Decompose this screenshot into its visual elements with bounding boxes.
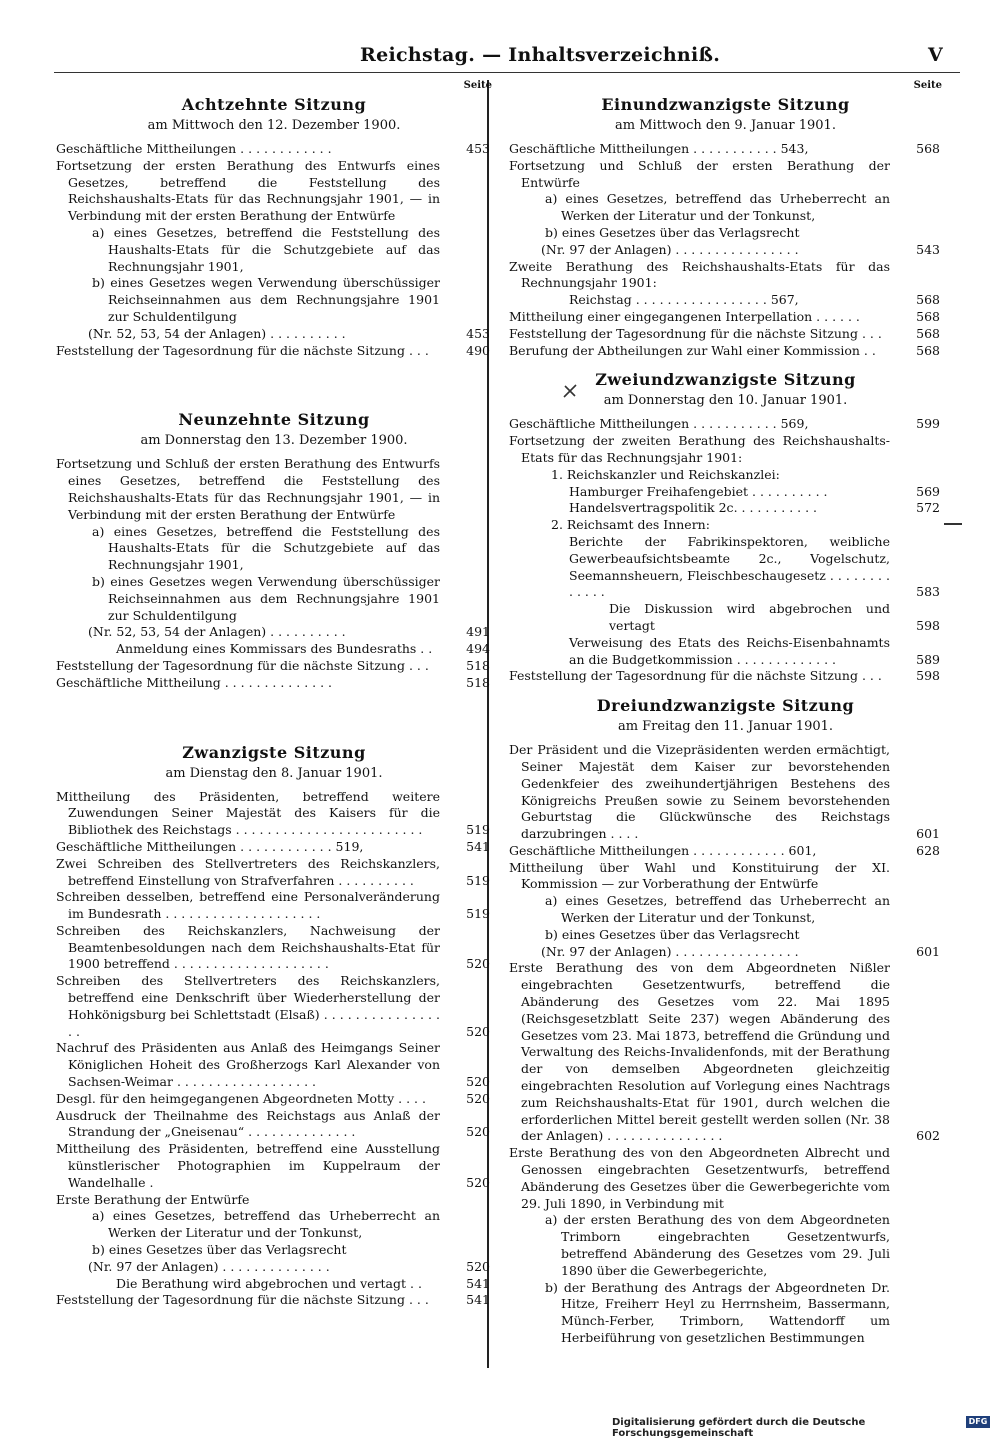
- entry-text: Der Präsident und die Vizepräsidenten werden ermächtigt, Seiner Majestät dem Kaiser zur bevorstehenden Gedenkfeier des zweihundertjährigen Bestehens des Königreichs Preußen sowie zu Seinem bevorstehenden Geburtstag die Glückwünsche des Reichstags darzubringen . . . .: [509, 742, 890, 842]
- entry-text: Feststellung der Tagesordnung für die nächste Sitzung . . .: [56, 657, 429, 673]
- toc-entry: [509, 433, 942, 467]
- toc-entry: [56, 1259, 492, 1276]
- entry-page: 518: [466, 657, 490, 673]
- session-dreiundzwanzigste: [509, 695, 942, 1347]
- entry-page: 518: [466, 674, 490, 690]
- session-title: Achtzehnte Sitzung: [181, 95, 367, 114]
- running-title: Reichstag. — Inhaltsverzeichniß.: [360, 44, 721, 66]
- toc-entry: [56, 889, 492, 923]
- entry-text: b) eines Gesetzes wegen Verwendung überschüssiger Reichseinnahmen aus dem Rechnungsjahre 1901 zur Schuldentilgung: [92, 573, 440, 623]
- entry-text: Berichte der Fabrikinspektoren, weibliche Gewerbeaufsichtsbeamte 2c., Vogelschutz, Seemannsheuern, Fleischbeschaugesetz . . . . . . . . . . . . .: [569, 533, 890, 600]
- entry-page: 541: [466, 1292, 490, 1308]
- entry-list: [56, 141, 492, 359]
- session-einundzwanzigste: [509, 94, 942, 359]
- toc-entry: [509, 484, 942, 501]
- toc-entry: [509, 141, 942, 158]
- entry-page: 598: [916, 668, 940, 684]
- entry-page: 453: [466, 141, 490, 156]
- entry-text: a) eines Gesetzes, betreffend das Urheberrecht an Werken der Literatur und der Tonkunst,: [92, 1208, 440, 1241]
- toc-entry: [56, 141, 492, 158]
- toc-entry: [56, 923, 492, 973]
- entry-text: a) eines Gesetzes, betreffend die Feststellung des Haushalts-Etats für die Schutzgebiete auf das Rechnungsjahr 1901,: [92, 523, 440, 573]
- toc-entry: [509, 326, 942, 343]
- entry-text: Anmeldung eines Kommissars des Bundesraths . .: [116, 641, 433, 657]
- entry-page: 568: [916, 141, 940, 156]
- entry-page: 541: [466, 1275, 490, 1291]
- toc-entry: [56, 1040, 492, 1090]
- toc-entry: [509, 860, 942, 894]
- entry-text: Geschäftliche Mittheilungen . . . . . . . . . . . . 601,: [509, 842, 817, 858]
- toc-entry: [509, 343, 942, 360]
- toc-entry: [56, 1208, 492, 1242]
- toc-entry: [56, 1242, 492, 1259]
- entry-page: 519: [466, 906, 490, 922]
- entry-text: Schreiben desselben, betreffend eine Personalveränderung im Bundesrath . . . . . . . . . . . . . . . . . . . .: [56, 889, 440, 922]
- entry-page: 602: [916, 1128, 940, 1144]
- toc-entry: [56, 1292, 492, 1309]
- entry-text: Mittheilung über Wahl und Konstituirung der XI. Kommission — zur Vorberathung der Entwürfe: [509, 859, 890, 892]
- toc-entry: [56, 1108, 492, 1142]
- toc-entry: [509, 534, 942, 601]
- toc-entry: [56, 856, 492, 890]
- entry-text: 1. Reichskanzler und Reichskanzlei:: [551, 466, 780, 482]
- entry-text: a) eines Gesetzes, betreffend die Feststellung des Haushalts-Etats für die Schutzgebiete auf das Rechnungsjahr 1901,: [92, 224, 440, 274]
- session-neunzehnte: [56, 409, 492, 691]
- toc-entry: [509, 242, 942, 259]
- toc-entry: [509, 1212, 942, 1279]
- toc-entry: [56, 973, 492, 1040]
- entry-text: Fortsetzung der zweiten Berathung des Reichshaushalts-Etats für das Rechnungsjahr 1901:: [509, 433, 890, 465]
- toc-entry: [56, 1091, 492, 1108]
- entry-page: 599: [916, 416, 940, 432]
- entry-text: Geschäftliche Mittheilungen . . . . . . . . . . . .: [56, 141, 332, 156]
- entry-page: 520: [466, 1023, 490, 1039]
- toc-entry: [509, 635, 942, 669]
- entry-page: 568: [916, 342, 940, 358]
- toc-entry: [509, 960, 942, 1145]
- entry-text: a) eines Gesetzes, betreffend das Urheberrecht an Werken der Literatur und der Tonkunst,: [545, 893, 890, 926]
- session-date: am Dienstag den 8. Januar 1901.: [165, 765, 383, 781]
- toc-entry: [509, 191, 942, 225]
- toc-entry: [56, 456, 492, 523]
- toc-entry: [509, 259, 942, 293]
- toc-entry: [509, 944, 942, 961]
- entry-text: Die Berathung wird abgebrochen und vertagt . .: [116, 1275, 422, 1291]
- session-date: am Donnerstag den 10. Januar 1901.: [603, 393, 848, 409]
- entry-page: 601: [916, 943, 940, 959]
- toc-entry: [509, 601, 942, 635]
- entry-text: b) eines Gesetzes über das Verlagsrecht: [545, 224, 800, 240]
- toc-entry: [509, 500, 942, 517]
- entry-text: Feststellung der Tagesordnung für die nächste Sitzung . . .: [56, 342, 429, 358]
- entry-page: 572: [916, 500, 940, 516]
- entry-page: 589: [916, 651, 940, 667]
- entry-page: 494: [466, 641, 490, 657]
- session-title: Dreiundzwanzigste Sitzung: [596, 696, 855, 716]
- entry-text: (Nr. 52, 53, 54 der Anlagen) . . . . . . . . . .: [88, 624, 346, 640]
- entry-page: 519: [466, 822, 490, 838]
- entry-page: 453: [466, 325, 490, 341]
- entry-text: Erste Berathung des von dem Abgeordneten Nißler eingebrachten Gesetzentwurfs, betreffend die Abänderung des Gesetzes vom 22. Mai 1895 (Reichsgesetzblatt Seite 237) wegen Abänderung des Gesetzes vom 23. Mai 1873, betreffend die Gründung und Verwaltung des Reichs-Invalidenfonds, mit der Berathung der von demselben Abgeordneten gleichzeitig eingebrachten Resolution auf Vorlegung eines Nachtrags zum Reichshaushalts-Etat für 1901, durch welchen die erforderlichen Mittel bereit gestellt werden sollen (Nr. 38 der Anlagen) . . . . . . . . . . . . . . .: [509, 960, 890, 1144]
- entry-text: Ausdruck der Theilnahme des Reichstags aus Anlaß der Strandung der „Gneisenau“ . . . . . . . . . . . . . .: [56, 1107, 440, 1140]
- entry-page: 543: [916, 241, 940, 257]
- entry-text: Mittheilung des Präsidenten, betreffend weitere Zuwendungen Seiner Majestät des Kaisers für die Bibliothek des Reichstags . . . . . . . . . . . . . . . . . . . . . . . .: [56, 788, 440, 838]
- entry-text: Feststellung der Tagesordnung für die nächste Sitzung . . .: [509, 325, 882, 341]
- entry-page: 541: [466, 838, 490, 854]
- pencil-cross-mark: [561, 382, 579, 400]
- toc-entry: [509, 742, 942, 843]
- entry-text: a) eines Gesetzes, betreffend das Urheberrecht an Werken der Literatur und der Tonkunst,: [545, 191, 890, 224]
- dfg-logo: DFG: [966, 1416, 990, 1428]
- entry-text: Die Diskussion wird abgebrochen und vertagt: [609, 601, 890, 633]
- entry-page: 568: [916, 292, 940, 308]
- toc-entry: [509, 225, 942, 242]
- entry-text: Mittheilung des Präsidenten, betreffend eine Ausstellung künstlerischer Photographien im Kuppelraum der Wandelhalle .: [56, 1141, 440, 1190]
- entry-text: b) eines Gesetzes wegen Verwendung überschüssiger Reichseinnahmen aus dem Rechnungsjahre 1901 zur Schuldentilgung: [92, 275, 440, 324]
- toc-entry: [56, 1276, 492, 1293]
- toc-entry: [56, 789, 492, 839]
- entry-text: 2. Reichsamt des Innern:: [551, 517, 710, 533]
- toc-entry: [56, 675, 492, 692]
- session-zweiundzwanzigste: [509, 369, 942, 685]
- entry-text: Geschäftliche Mittheilungen . . . . . . . . . . . 543,: [509, 141, 809, 156]
- toc-entry: [56, 225, 492, 275]
- entry-text: (Nr. 97 der Anlagen) . . . . . . . . . . . . . .: [88, 1258, 330, 1274]
- entry-list: [56, 456, 492, 691]
- session-title: Neunzehnte Sitzung: [178, 410, 370, 430]
- toc-entry: [56, 641, 492, 658]
- seite-label: Seite: [463, 80, 492, 91]
- entry-text: (Nr. 97 der Anlagen) . . . . . . . . . . . . . . . .: [541, 943, 799, 959]
- entry-page: 520: [466, 1124, 490, 1140]
- session-achtzehnte: [56, 94, 492, 359]
- entry-text: Verweisung des Etats des Reichs-Eisenbahnamts an die Budgetkommission . . . . . . . . . . . . .: [569, 634, 890, 667]
- toc-entry: [56, 839, 492, 856]
- entry-text: Handelsvertragspolitik 2c. . . . . . . . . . .: [569, 500, 818, 516]
- entry-text: Reichstag . . . . . . . . . . . . . . . . . 567,: [569, 292, 799, 308]
- session-date: am Donnerstag den 13. Dezember 1900.: [140, 433, 408, 449]
- entry-text: Erste Berathung der Entwürfe: [56, 1191, 250, 1207]
- toc-entry: [509, 517, 942, 534]
- entry-text: (Nr. 97 der Anlagen) . . . . . . . . . . . . . . . .: [541, 241, 799, 257]
- toc-entry: [509, 893, 942, 927]
- toc-entry: [56, 275, 492, 325]
- toc-entry: [509, 309, 942, 326]
- header-rule: [54, 72, 960, 73]
- entry-text: b) der Berathung des Antrags der Abgeordneten Dr. Hitze, Freiherr Heyl zu Herrnsheim, Bassermann, Münch-Ferber, Trimborn, Wattendorff um Herbeiführung von gesetzlichen Bestimmungen: [545, 1279, 890, 1345]
- session-date: am Mittwoch den 9. Januar 1901.: [615, 118, 836, 133]
- entry-text: Feststellung der Tagesordnung für die nächste Sitzung . . .: [56, 1292, 429, 1308]
- entry-text: Zweite Berathung des Reichshaushalts-Etats für das Rechnungsjahr 1901:: [509, 258, 890, 291]
- entry-list: [509, 141, 942, 359]
- seite-label: Seite: [913, 80, 942, 91]
- toc-entry: [56, 574, 492, 624]
- toc-entry: [56, 1141, 492, 1191]
- toc-entry: [56, 158, 492, 225]
- toc-entry: [56, 1192, 492, 1209]
- entry-page: 520: [466, 956, 490, 972]
- entry-text: Fortsetzung der ersten Berathung des Entwurfs eines Gesetzes, betreffend die Feststellung des Reichshaushalts-Etats für das Rechnungsjahr 1901, — in Verbindung mit der ersten Berathung der Entwürfe: [56, 157, 440, 224]
- entry-page: 568: [916, 325, 940, 341]
- entry-text: Fortsetzung und Schluß der ersten Berathung der Entwürfe: [509, 157, 890, 190]
- entry-text: (Nr. 52, 53, 54 der Anlagen) . . . . . . . . . .: [88, 325, 346, 341]
- toc-entry: [509, 292, 942, 309]
- right-column: [509, 80, 942, 1347]
- entry-text: Schreiben des Reichskanzlers, Nachweisung der Beamtenbesoldungen nach dem Reichshaushalts-Etat für 1900 betreffend . . . . . . . . . . . . . . . . . . . .: [56, 922, 440, 972]
- entry-page: 491: [466, 624, 490, 640]
- session-title: Einundzwanzigste Sitzung: [601, 95, 850, 114]
- entry-page: 520: [466, 1074, 490, 1090]
- left-column: [56, 80, 492, 1309]
- entry-text: Berufung der Abtheilungen zur Wahl einer Kommission . .: [509, 342, 876, 358]
- toc-entry: [509, 467, 942, 484]
- entry-text: Schreiben des Stellvertreters des Reichskanzlers, betreffend eine Denkschrift über Wiederherstellung der Hohkönigsburg bei Schlettstadt (Elsaß) . . . . . . . . . . . . . . . . .: [56, 973, 440, 1039]
- entry-text: b) eines Gesetzes über das Verlagsrecht: [545, 926, 800, 942]
- entry-text: Fortsetzung und Schluß der ersten Berathung des Entwurfs eines Gesetzes, betreffend die Feststellung des Reichshaushalts-Etats für das Rechnungsjahr 1901, — in Verbindung mit der ersten Berathung der Entwürfe: [56, 456, 440, 522]
- entry-list: [509, 742, 942, 1347]
- entry-text: Feststellung der Tagesordnung für die nächste Sitzung . . .: [509, 668, 882, 684]
- toc-entry: [56, 326, 492, 343]
- entry-page: 520: [466, 1090, 490, 1106]
- session-zwanzigste: [56, 742, 492, 1310]
- entry-text: Zwei Schreiben des Stellvertreters des Reichskanzlers, betreffend Einstellung von Strafverfahren . . . . . . . . . .: [56, 855, 440, 888]
- entry-text: Desgl. für den heimgegangenen Abgeordneten Motty . . . .: [56, 1090, 426, 1106]
- entry-page: 628: [916, 842, 940, 858]
- entry-page: 519: [466, 872, 490, 888]
- entry-text: Nachruf des Präsidenten aus Anlaß des Heimgangs Seiner Königlichen Hoheit des Großherzogs Karl Alexander von Sachsen-Weimar . . . . . . . . . . . . . . . . . .: [56, 1040, 440, 1090]
- toc-entry: [56, 524, 492, 574]
- session-date: am Freitag den 11. Januar 1901.: [617, 719, 834, 735]
- entry-page: 601: [916, 826, 940, 842]
- running-header: [0, 44, 1000, 70]
- toc-entry: [509, 927, 942, 944]
- entry-text: Geschäftliche Mittheilungen . . . . . . . . . . . 569,: [509, 416, 809, 432]
- toc-entry: [56, 343, 492, 360]
- entry-list: [56, 789, 492, 1310]
- entry-text: Mittheilung einer eingegangenen Interpellation . . . . . .: [509, 308, 860, 324]
- entry-text: b) eines Gesetzes über das Verlagsrecht: [92, 1242, 347, 1258]
- entry-text: Geschäftliche Mittheilungen . . . . . . . . . . . . 519,: [56, 838, 364, 854]
- entry-text: Geschäftliche Mittheilung . . . . . . . . . . . . . .: [56, 674, 333, 690]
- entry-page: 583: [916, 584, 940, 600]
- session-date: am Mittwoch den 12. Dezember 1900.: [147, 118, 401, 133]
- toc-entry: [509, 416, 942, 433]
- entry-text: Hamburger Freihafengebiet . . . . . . . . . .: [569, 483, 828, 499]
- session-title: Zwanzigste Sitzung: [182, 742, 366, 762]
- entry-page: 490: [466, 342, 490, 358]
- entry-text: a) der ersten Berathung des von dem Abgeordneten Trimborn eingebrachten Gesetzentwurfs, betreffend Abänderung des Gesetzes vom 29. Juli 1890 über die Gewerbegerichte,: [545, 1212, 890, 1278]
- entry-page: 520: [466, 1174, 490, 1190]
- toc-entry: [509, 668, 942, 685]
- session-title: Zweiundzwanzigste Sitzung: [595, 370, 856, 390]
- toc-entry: [509, 1280, 942, 1347]
- entry-page: 598: [916, 617, 940, 633]
- page-number: V: [928, 44, 943, 66]
- toc-entry: [509, 1145, 942, 1212]
- entry-page: 568: [916, 308, 940, 324]
- toc-entry: [56, 658, 492, 675]
- toc-entry: [509, 158, 942, 192]
- entry-list: [509, 416, 942, 685]
- entry-page: 520: [466, 1258, 490, 1274]
- toc-entry: [509, 843, 942, 860]
- entry-page: 569: [916, 483, 940, 499]
- entry-text: Erste Berathung des von den Abgeordneten Albrecht und Genossen eingebrachten Gesetzentwurfs, betreffend Abänderung des Gesetzes über die Gewerbegerichte vom 29. Juli 1890, in Verbindung mit: [509, 1145, 890, 1211]
- pencil-dash-mark: [944, 523, 962, 525]
- toc-entry: [56, 624, 492, 641]
- digitization-note: Digitalisierung gefördert durch die Deutsche Forschungsgemeinschaft: [612, 1417, 866, 1439]
